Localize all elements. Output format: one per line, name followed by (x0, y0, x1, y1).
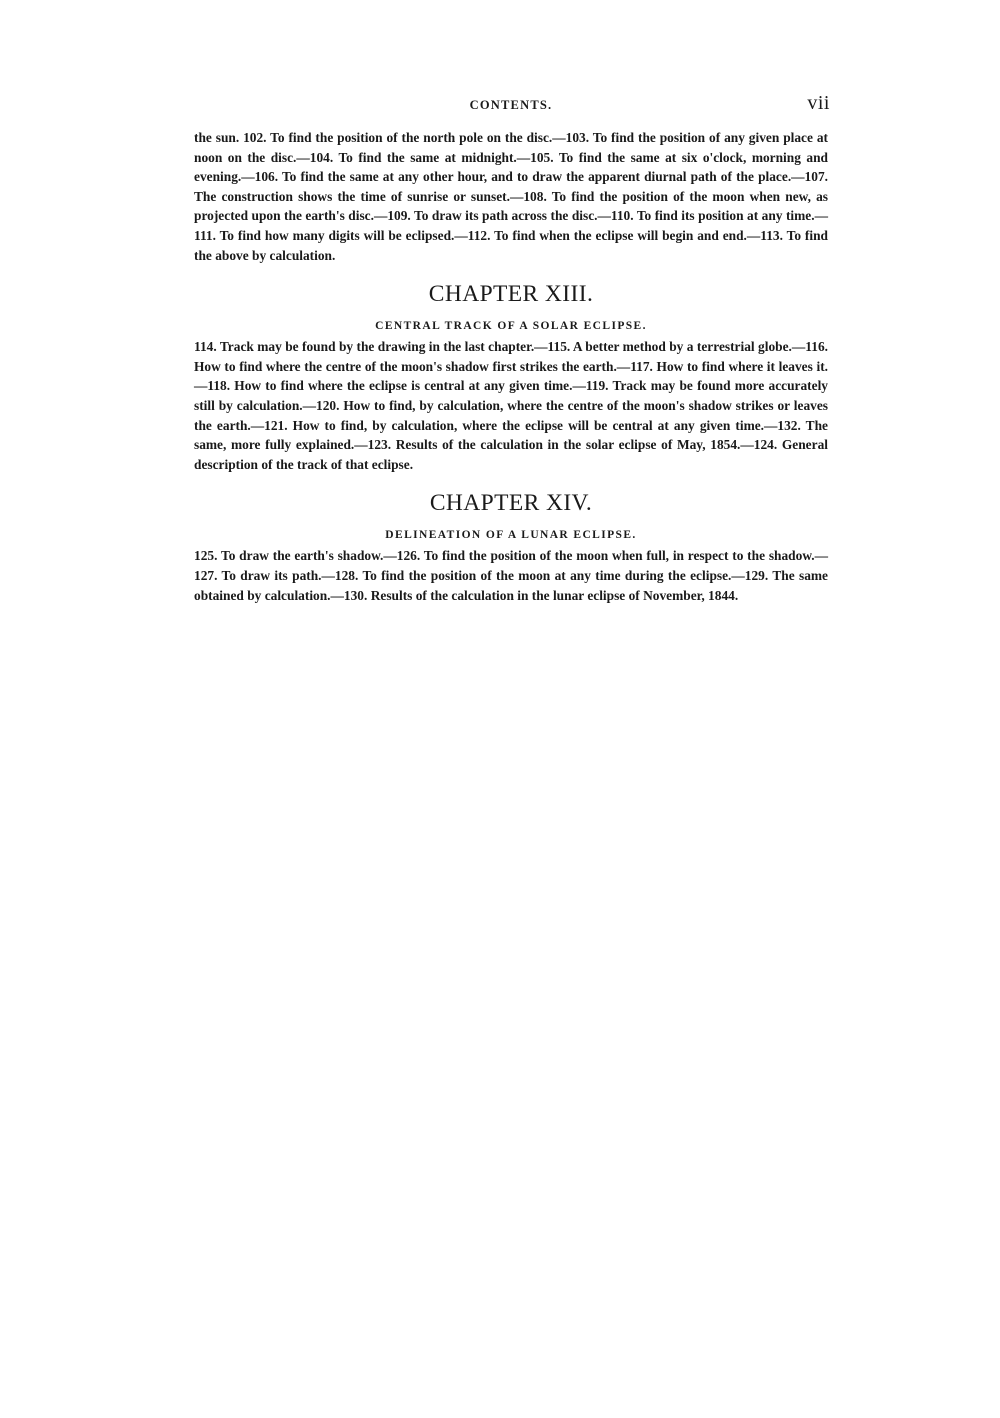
intro-paragraph: the sun. 102. To find the position of the north pole on the disc.—103. To find the position of any given place at noon on the disc.—104. To find the same at midnight.—105. To find the same at six o'clock, morning and evening.—106. To find the same at any other hour, and to draw the apparent diurnal path of the place.—107. The construction shows the time of sunrise or sunset.—108. To find the position of the moon when new, as projected upon the earth's disc.—109. To draw its path across the disc.—110. To find its position at any time.—111. To find how many digits will be eclipsed.—112. To find when the eclipse will begin and end.—113. To find the above by calculation. (194, 130, 828, 263)
chapter-subtitle: CENTRAL TRACK OF A SOLAR ECLIPSE. (375, 320, 647, 333)
chapter-title: CHAPTER XIV. (429, 490, 593, 517)
chapter-paragraph: 114. Track may be found by the drawing in the last chapter.—115. A better method by a terrestrial globe.—116. How to find where the centre of the moon's shadow first strikes the earth.—117. How to find where it leaves it.—118. How to find where the eclipse is central at any given time.—119. Track may be found more accurately still by calculation.—120. How to find, by calculation, where the centre of the moon's shadow strikes or leaves the earth.—121. How to find, by calculation, where the eclipse will be central at any given time.—132. The same, more fully explained.—123. Results of the calculation in the solar eclipse of May, 1854.—124. General description of the track of that eclipse. (194, 339, 828, 472)
contents-page (194, 92, 828, 605)
chapter-paragraph: 125. To draw the earth's shadow.—126. To find the position of the moon when full, in respect to the shadow.—127. To draw its path.—128. To find the position of the moon at any time during the eclipse.—129. The same obtained by calculation.—130. Results of the calculation in the lunar eclipse of November, 1844. (194, 548, 828, 603)
chapter-title: CHAPTER XIII. (428, 281, 594, 308)
page-number: vii (807, 92, 830, 114)
chapter-subtitle: DELINEATION OF A LUNAR ECLIPSE. (385, 529, 637, 542)
chapter-section-13 (194, 279, 828, 474)
running-head (194, 92, 828, 122)
running-title: CONTENTS. (469, 98, 553, 112)
chapter-section-14 (194, 488, 828, 605)
